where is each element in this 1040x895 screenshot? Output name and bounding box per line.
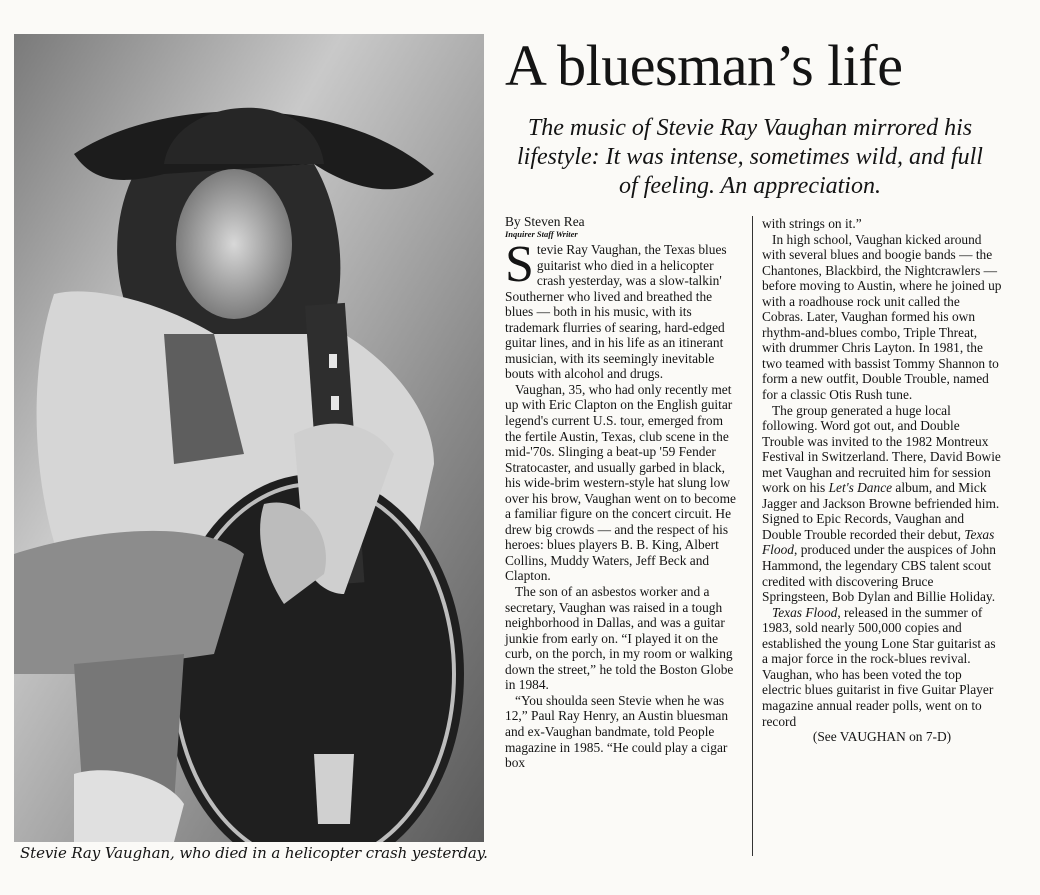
drop-cap: S	[505, 236, 534, 293]
paragraph	[762, 403, 1002, 605]
paragraph-text: The group generated a huge local following. Word got out, and Double Trouble was invited to the 1982 Montreux Festival in Switzerland. There, David Bowie met Vaughan and recruited him for session work on his	[762, 402, 1001, 496]
deck-subheadline: The music of Stevie Ray Vaughan mirrored his lifestyle: It was intense, sometimes wild, and full of feeling. An appreciation.	[517, 115, 983, 199]
album-title: Texas Flood	[762, 526, 995, 558]
paragraph-text: , produced under the auspices of John Hammond, the legendary CBS talent scout credited with discovering Bruce Springsteen, Bob Dylan and Billie Holiday.	[762, 542, 996, 605]
headline: A bluesman’s life	[505, 33, 903, 98]
photo-caption: Stevie Ray Vaughan, who died in a helicopter crash yesterday.	[20, 844, 488, 862]
portrait-photo-icon	[14, 34, 484, 842]
byline-title: Inquirer Staff Writer	[505, 229, 578, 239]
paragraph: The son of an asbestos worker and a secretary, Vaughan was raised in a tough neighborhood in Dallas, and was a guitar junkie from early on. “I played it on the curb, on the porch, in my room or walking down the street,” he told the Boston Globe in 1984.	[505, 584, 734, 693]
album-title: Texas Flood	[772, 604, 838, 620]
paragraph-text: , released in the summer of 1983, sold nearly 500,000 copies and established the young Lone Star guitarist as a major force in the rock-blues revival.	[762, 604, 996, 667]
paragraph: “You shoulda seen Stevie when he was 12,” Paul Ray Henry, an Austin bluesman and ex-Vaughan bandmate, told People magazine in 1985. “He could play a cigar box	[505, 692, 729, 771]
paragraph: In high school, Vaughan kicked around with several blues and boogie bands — the Chantones, Blackbird, the Nightcrawlers — before moving to Austin, where he joined up with a roadhouse rock unit called the Cobras. Later, Vaughan formed his own rhythm-and-blues combo, Triple Threat, with drummer Chris Layton. In 1981, the two teamed with bassist Tommy Shannon to form a new outfit, Double Trouble, named for a classic Otis Rush tune.	[762, 231, 1002, 403]
paragraph: with strings on it.”	[762, 216, 862, 231]
paragraph	[505, 236, 741, 382]
jump-line[interactable]: (See VAUGHAN on 7-D)	[812, 729, 952, 745]
article-column-2	[762, 216, 1002, 745]
article-column-1	[505, 214, 741, 771]
paragraph	[762, 605, 1002, 667]
paragraph-text: tevie Ray Vaughan, the Texas blues guitarist who died in a helicopter crash yesterday, was a slow-talkin' Southerner who lived and breathed the blues — both in his music, with its trademark flurries of searing, hard-edged guitar lines, and in his life as an itinerant musician, with its seemingly inevitable bouts with alcohol and drugs.	[505, 242, 727, 382]
paragraph-text: album, and Mick Jagger and Jackson Browne befriended him. Signed to Epic Records, Vaughan and Double Trouble recorded their debut,	[762, 480, 1000, 542]
article-photo	[14, 34, 484, 842]
column-divider	[752, 216, 753, 856]
album-title: Let's Dance	[828, 480, 893, 496]
byline-author: By Steven Rea	[505, 214, 585, 229]
paragraph: Vaughan, 35, who had only recently met up with Eric Clapton on the English guitar legend's current U.S. tour, emerged from the fertile Austin, Texas, club scene in the mid-'70s. Slinging a beat-up '59 Fender Stratocaster, and usually garbed in black, his wide-brim western-style hat slung low over his brow, Vaughan went on to become a familiar figure on the concert circuit. He drew big crowds — and the respect of his heroes: blues players B. B. King, Albert Collins, Muddy Waters, Jeff Beck and Clapton.	[505, 381, 736, 584]
paragraph: Vaughan, who has been voted the top electric blues guitarist in five Guitar Player magazine annual reader polls, went on to record	[762, 666, 994, 729]
